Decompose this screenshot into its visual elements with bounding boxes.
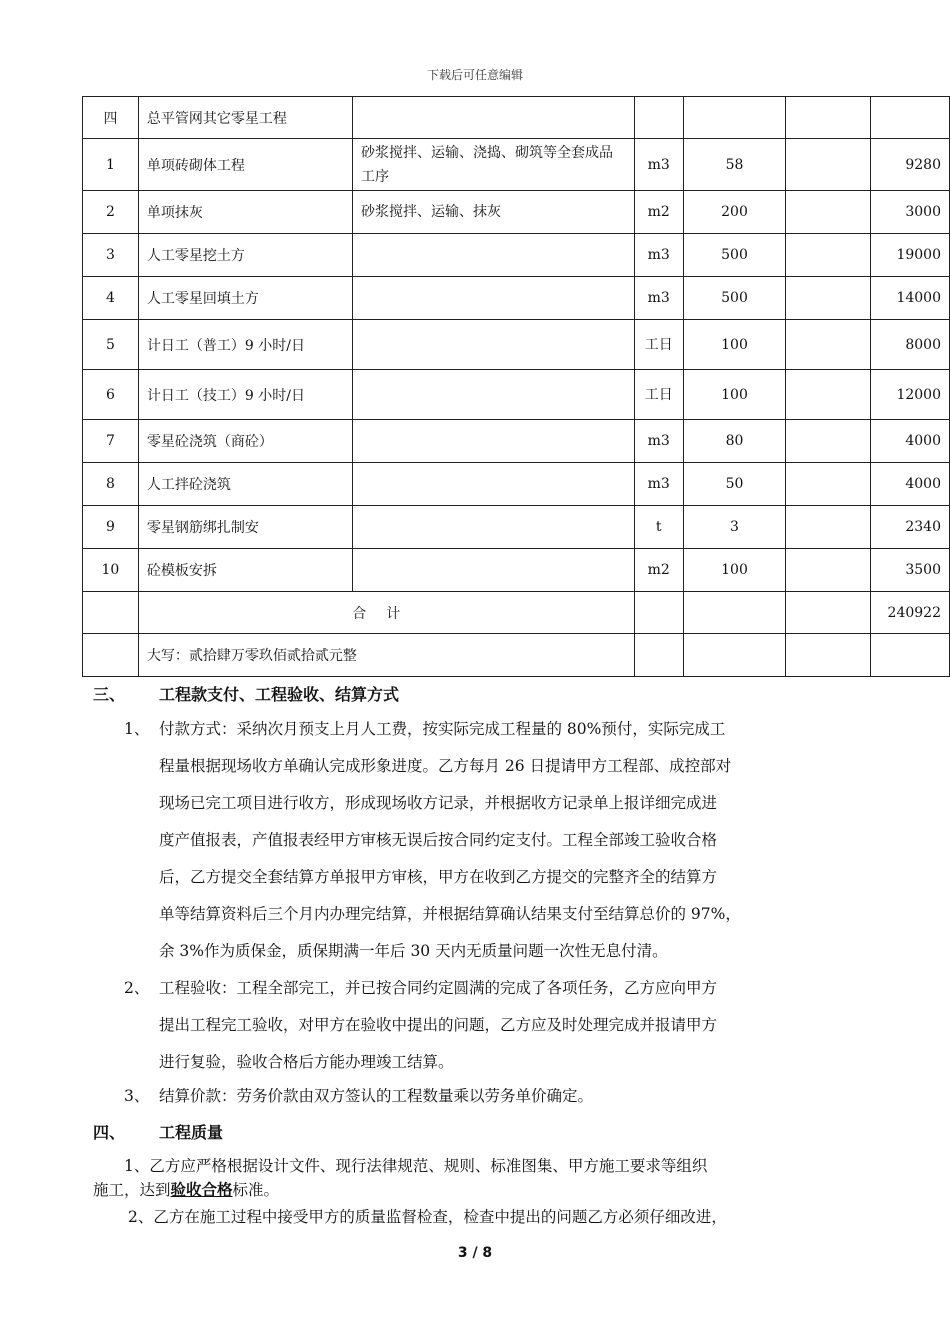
paragraph-number: 2、 [124,979,150,997]
cell-qty: 100 [683,320,786,370]
cell-name: 单项抹灰 [138,191,352,234]
cell-total: 14000 [871,277,950,320]
cell-qty: 500 [683,234,786,277]
cell-price [786,370,871,420]
paragraph-line: 付款方式：采纳次月预支上月人工费，按实际完成工程量的 80%预付，实际完成工 [159,720,726,738]
cell-desc [352,277,634,320]
cell-unit: m2 [634,549,683,592]
cell-price [786,463,871,506]
emphasized-text: 验收合格 [170,1180,233,1199]
cell-name: 总平管网其它零星工程 [138,97,352,139]
quantity-table [82,96,950,677]
cell-price [786,191,871,234]
quality-paragraph-1-line-2 [93,1178,279,1200]
cell-desc [352,97,634,139]
cell-name: 计日工（普工）9 小时/日 [138,320,352,370]
cell-name: 人工零星挖土方 [138,234,352,277]
cell-unit: m3 [634,463,683,506]
table-row [83,234,950,277]
cell-name: 零星钢筋绑扎制安 [138,506,352,549]
cell-empty [786,634,871,677]
sum-label: 合计 [138,592,634,634]
cell-desc [352,549,634,592]
paragraph-number: 1、 [124,720,150,738]
cell-unit: 工日 [634,370,683,420]
cell-empty [683,592,786,634]
cell-unit: m2 [634,191,683,234]
cell-qty: 50 [683,463,786,506]
cell-name: 计日工（技工）9 小时/日 [138,370,352,420]
page-header: 下载后可任意编辑 [426,68,523,82]
cell-price [786,139,871,191]
cell-unit: m3 [634,139,683,191]
cell-total: 8000 [871,320,950,370]
cell-no: 2 [83,191,139,234]
paragraph-line: 工程验收：工程全部完工，并已按合同约定圆满的完成了各项任务，乙方应向甲方 [159,979,718,997]
cell-total: 19000 [871,234,950,277]
cell-total: 2340 [871,506,950,549]
cell-unit [634,97,683,139]
cell-price [786,277,871,320]
cell-desc [352,320,634,370]
cell-price [786,97,871,139]
section-title: 工程质量 [159,1123,224,1142]
cell-desc: 砂浆搅拌、运输、浇捣、砌筑等全套成品工序 [352,139,634,191]
cell-qty: 80 [683,420,786,463]
quality-paragraph-2-line-1: 2、乙方在施工过程中接受甲方的质量监督检查，检查中提出的问题乙方必须仔细改进， [128,1208,727,1226]
cell-empty [83,592,139,634]
cell-price [786,549,871,592]
cell-price [786,234,871,277]
cell-name: 单项砖砌体工程 [138,139,352,191]
text-segment: 标准。 [232,1181,280,1199]
cell-empty [83,634,139,677]
cell-empty [634,592,683,634]
cell-price [786,506,871,549]
table-row [83,370,950,420]
quality-paragraph-1-line-1: 1、乙方应严格根据设计文件、现行法律规范、规则、标准图集、甲方施工要求等组织 [124,1157,708,1175]
cell-no: 8 [83,463,139,506]
paragraph-line: 提出工程完工验收，对甲方在验收中提出的问题，乙方应及时处理完成并报请甲方 [159,1016,718,1034]
paragraph-text: 结算价款：劳务价款由双方签认的工程数量乘以劳务单价确定。 [159,1087,594,1105]
paragraph-number: 3、 [124,1087,150,1105]
sum-total: 240922 [871,592,950,634]
cell-no: 3 [83,234,139,277]
paragraph-line: 单等结算资料后三个月内办理完结算，并根据结算确认结果支付至结算总价的 97%， [159,905,741,923]
cell-price [786,420,871,463]
cell-qty: 100 [683,549,786,592]
cell-qty: 500 [683,277,786,320]
paragraph-line: 度产值报表，产值报表经甲方审核无误后按合同约定支付。工程全部竣工验收合格 [159,831,718,849]
table-row [83,420,950,463]
table-row [83,320,950,370]
cell-no: 7 [83,420,139,463]
capital-row [83,634,950,677]
section-number: 四、 [93,1123,126,1142]
cell-desc [352,506,634,549]
table-row [83,549,950,592]
paragraph-line: 程量根据现场收方单确认完成形象进度。乙方每月 26 日提请甲方工程部、成控部对 [159,757,732,775]
cell-no: 6 [83,370,139,420]
cell-no: 5 [83,320,139,370]
cell-desc [352,463,634,506]
section-number: 三、 [93,685,126,704]
paragraph-line: 后，乙方提交全套结算方单报甲方审核，甲方在收到乙方提交的完整齐全的结算方 [159,868,718,886]
table-row [83,191,950,234]
cell-qty: 58 [683,139,786,191]
table-row [83,139,950,191]
cell-no: 10 [83,549,139,592]
table-row [83,506,950,549]
cell-name: 零星砼浇筑（商砼） [138,420,352,463]
cell-total: 3500 [871,549,950,592]
cell-desc [352,420,634,463]
sum-row [83,592,950,634]
section-title: 工程款支付、工程验收、结算方式 [159,685,400,704]
cell-no: 4 [83,277,139,320]
cell-unit: 工日 [634,320,683,370]
cell-empty [786,592,871,634]
cell-unit: t [634,506,683,549]
table-row [83,463,950,506]
cell-name: 人工拌砼浇筑 [138,463,352,506]
cell-unit: m3 [634,277,683,320]
cell-name: 人工零星回填土方 [138,277,352,320]
table-row [83,277,950,320]
cell-empty [634,634,683,677]
paragraph-line: 进行复验，验收合格后方能办理竣工结算。 [159,1053,454,1071]
page-number: 3 / 8 [457,1245,493,1261]
cell-unit: m3 [634,420,683,463]
section-3-heading [93,682,399,705]
cell-total: 4000 [871,420,950,463]
cell-no: 四 [83,97,139,139]
cell-desc: 砂浆搅拌、运输、抹灰 [352,191,634,234]
paragraph-line: 余 3%作为质保金，质保期满一年后 30 天内无质量问题一次性无息付清。 [159,942,668,960]
cell-total: 12000 [871,370,950,420]
cell-desc [352,370,634,420]
cell-total: 4000 [871,463,950,506]
cell-empty [683,634,786,677]
cell-unit: m3 [634,234,683,277]
cell-price [786,320,871,370]
cell-total: 3000 [871,191,950,234]
cell-no: 9 [83,506,139,549]
paragraph-line: 现场已完工项目进行收方，形成现场收方记录，并根据收方记录单上报详细完成进 [159,794,718,812]
cell-no: 1 [83,139,139,191]
cell-desc [352,234,634,277]
cell-qty: 100 [683,370,786,420]
cell-qty: 200 [683,191,786,234]
text-segment: 施工，达到 [93,1181,171,1199]
cell-name: 砼模板安拆 [138,549,352,592]
cell-total [871,97,950,139]
capital-amount: 大写：贰拾肆万零玖佰贰拾贰元整 [138,634,634,677]
table-row [83,97,950,139]
cell-qty [683,97,786,139]
cell-empty [871,634,950,677]
section-4-heading [93,1120,223,1143]
cell-qty: 3 [683,506,786,549]
cell-total: 9280 [871,139,950,191]
